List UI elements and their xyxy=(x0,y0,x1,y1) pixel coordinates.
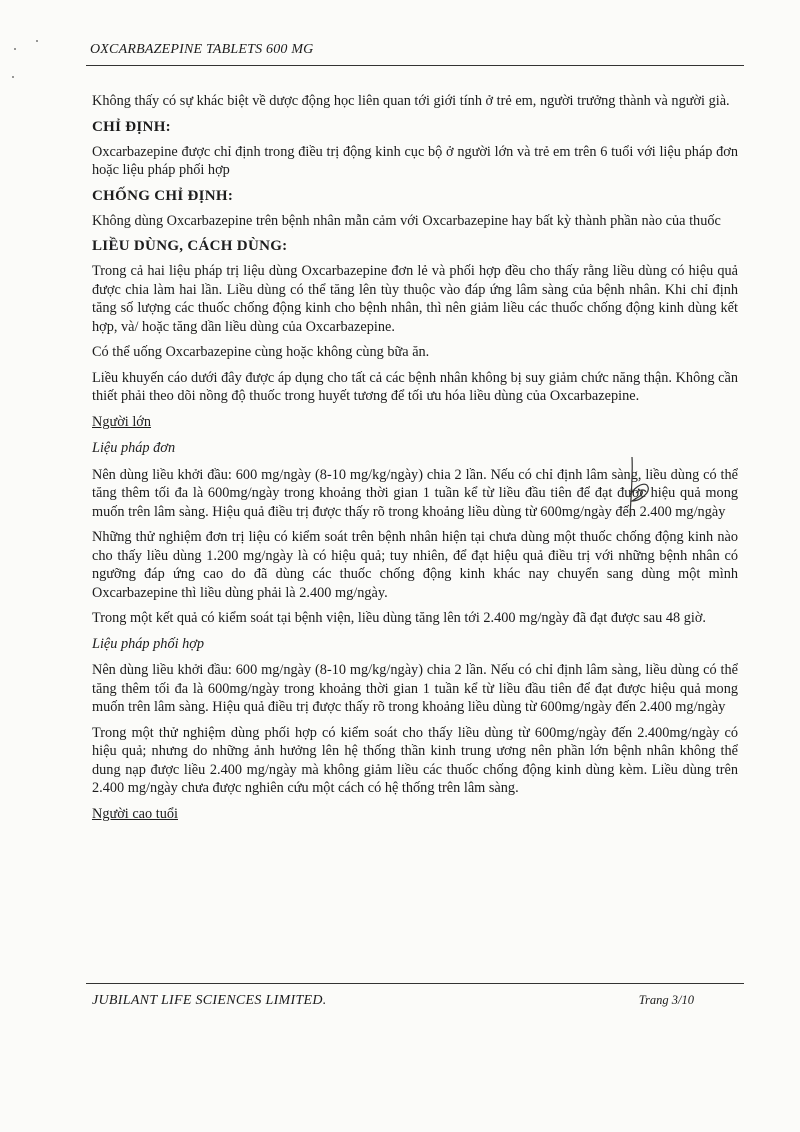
footer-company-name: JUBILANT LIFE SCIENCES LIMITED. xyxy=(92,993,327,1008)
paragraph: Liều khuyến cáo dưới đây được áp dụng cho tất cả các bệnh nhân không bị suy giảm chức năng thận. Không cần thiết phải theo dõi nồng độ thuốc trong huyết tương để tối ưu hóa liều dùng của Oxcarbazepine. xyxy=(92,369,738,404)
subheading-adults: Người lớn xyxy=(92,413,152,430)
paragraph: Nên dùng liều khởi đầu: 600 mg/ngày (8-10 mg/kg/ngày) chia 2 lần. Nếu có chỉ định lâm sàng, liều dùng có thể tăng thêm tối đa là 600mg/ngày trong khoảng thời gian 1 tuần kể từ liều đầu tiên để đạt được hiệu quả mong muốn trên lâm sàng. Hiệu quả điều trị được thấy rõ trong khoảng liều dùng từ 600mg/ngày đến 2.400 mg/ngày xyxy=(92,662,738,715)
page-header-title: OXCARBAZEPINE TABLETS 600 MG xyxy=(90,42,314,57)
section-heading-contraindication: CHỐNG CHỈ ĐỊNH: xyxy=(92,187,234,204)
section-heading-dosage: LIỀU DÙNG, CÁCH DÙNG: xyxy=(92,238,288,254)
paragraph: Trong một kết quả có kiểm soát tại bệnh viện, liều dùng tăng lên tới 2.400 mg/ngày đã đạt được sau 48 giờ. xyxy=(92,610,706,626)
scan-speck xyxy=(12,76,14,78)
paragraph: Không dùng Oxcarbazepine trên bệnh nhân mẫn cảm với Oxcarbazepine hay bất kỳ thành phần nào của thuốc xyxy=(92,212,721,229)
scan-speck xyxy=(14,48,16,50)
paragraph: Trong cả hai liệu pháp trị liệu dùng Oxcarbazepine đơn lẻ và phối hợp đều cho thấy rằng liều dùng có hiệu quả được chia làm hai lần. Liều dùng có thể tăng lên tùy thuộc vào đáp ứng lâm sàng của bệnh nhân. Khi chỉ định tăng số lượng các thuốc chống động kinh cho bệnh nhân, thì nên giảm liều các thuốc chống động kinh dùng kết hợp, và/ hoặc tăng dần liều dùng của Oxcarbazepine. xyxy=(92,263,738,335)
subheading-elderly: Người cao tuổi xyxy=(92,805,178,822)
signature-mark xyxy=(612,455,662,525)
paragraph: Những thử nghiệm đơn trị liệu có kiểm soát trên bệnh nhân hiện tại chưa dùng một thuốc chống động kinh nào cho thấy liều dùng 1.200 mg/ngày là có hiệu quả; tuy nhiên, để đạt hiệu quả điều trị với những bệnh nhân có ngưỡng đáp ứng cao do đã dùng các thuốc chống động kinh khác nay chuyển sang dùng một mình Oxcarbazepine thì liều dùng phải là 2.400 mg/ngày. xyxy=(92,529,738,601)
paragraph: Oxcarbazepine được chỉ định trong điều trị động kinh cục bộ ở người lớn và trẻ em trên 6 tuổi với liệu pháp đơn hoặc liệu pháp phối hợp xyxy=(92,143,738,178)
header-divider xyxy=(86,65,744,66)
paragraph: Có thể uống Oxcarbazepine cùng hoặc không cùng bữa ăn. xyxy=(92,344,430,360)
subheading-combination-therapy: Liệu pháp phối hợp xyxy=(92,635,205,652)
footer-page-number: Trang 3/10 xyxy=(638,993,694,1007)
subheading-monotherapy: Liệu pháp đơn xyxy=(92,440,176,456)
section-heading-indication: CHỈ ĐỊNH: xyxy=(92,118,171,135)
footer-divider xyxy=(86,983,744,984)
paragraph: Không thấy có sự khác biệt về dược động học liên quan tới giới tính ở trẻ em, người trưởng thành và người già. xyxy=(92,93,730,109)
paragraph: Nên dùng liều khởi đầu: 600 mg/ngày (8-10 mg/kg/ngày) chia 2 lần. Nếu có chỉ định lâm sàng, liều dùng có thể tăng thêm tối đa là 600mg/ngày trong khoảng thời gian 1 tuần kể từ liều đầu tiên để đạt được hiệu quả mong muốn trên lâm sàng. Hiệu quả điều trị được thấy rõ trong khoảng liều dùng từ 600mg/ngày đến 2.400 mg/ngày xyxy=(92,466,738,520)
scan-speck xyxy=(36,40,38,42)
paragraph: Trong một thử nghiệm dùng phối hợp có kiểm soát cho thấy liều dùng từ 600mg/ngày đến 2.400mg/ngày có hiệu quả; nhưng do những ảnh hưởng lên hệ thống thần kinh trung ương nên phần lớn bệnh nhân không thể dung nạp được liều 2.400 mg/ngày mà không giảm liều các thuốc chống động kinh dùng kèm. Liều dùng trên 2.400 mg/ngày chưa được nghiên cứu một cách có hệ thống trên lâm sàng. xyxy=(92,724,738,796)
